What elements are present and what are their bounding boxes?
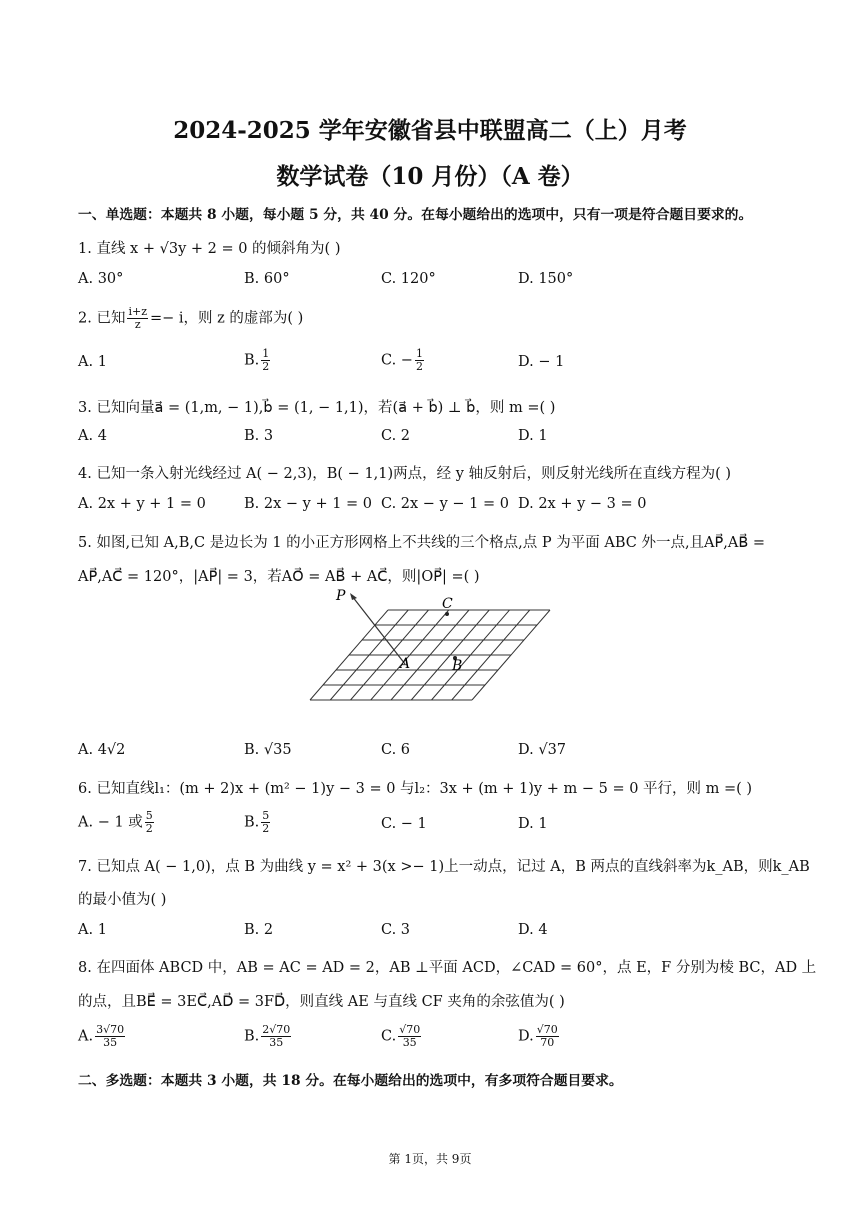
point-c: [445, 612, 449, 616]
q5-option-a: A. 4√2: [78, 742, 126, 758]
q2-option-b-num: 1: [262, 347, 270, 360]
q7-option-b: B. 2: [244, 922, 274, 938]
label-c: C: [442, 596, 453, 612]
q8-option-b-prefix: B.: [244, 1028, 260, 1045]
label-p: P: [336, 588, 346, 604]
q8-option-c-den: 35: [402, 1036, 417, 1049]
q4-option-d: D. 2x + y − 3 = 0: [518, 496, 647, 512]
q7-option-c: C. 3: [381, 922, 411, 938]
section2-heading: 二、多选题：本题共 3 小题，共 18 分。在每小题给出的选项中，有多项符合题目要求。: [78, 1073, 623, 1089]
q2-option-b-frac: [261, 348, 270, 373]
q1-option-b: B. 60°: [244, 271, 290, 287]
q8-option-b-num: 2√70: [262, 1023, 291, 1036]
label-b: B: [452, 658, 463, 674]
q6-option-b-den: 2: [262, 822, 270, 835]
q8-option-c-frac: [398, 1024, 421, 1049]
q8-stem-line1: 8. 在四面体 ABCD 中，AB = AC = AD = 2，AB ⊥平面 ACD，∠CAD = 60°，点 E，F 分别为棱 BC，AD 上: [78, 960, 817, 976]
q1-option-d: D. 150°: [518, 271, 574, 287]
q2-option-b-den: 2: [262, 360, 270, 373]
q8-stem-line2: 的点，且BE⃗ = 3EC⃗,AD⃗ = 3FD⃗，则直线 AE 与直线 CF 夹角的余弦值为( ): [78, 994, 565, 1010]
ap-arrow-line: [352, 596, 405, 664]
q8-option-a-frac: [95, 1024, 125, 1049]
q6-option-a-prefix: A. − 1 或: [78, 814, 143, 831]
q5-stem-line2: AP⃗,AC⃗ = 120°，|AP⃗| = 3，若AO⃗ = AB⃗ + AC⃗，则|OP⃗| =( ): [78, 569, 480, 585]
q2-frac-den: z: [134, 318, 141, 331]
q2-option-c-prefix: C. −: [381, 352, 413, 369]
ap-arrowhead: [350, 593, 357, 600]
q8-option-b: [244, 1024, 293, 1049]
q6-option-b-num: 5: [262, 809, 270, 822]
q2-option-c-num: 1: [415, 347, 423, 360]
q8-option-a: [78, 1024, 127, 1049]
q6-option-b-prefix: B.: [244, 814, 260, 831]
q5-stem-line1: 5. 如图,已知 A,B,C 是边长为 1 的小正方形网格上不共线的三个格点,点 P 为平面 ABC 外一点,且AP⃗,AB⃗ =: [78, 535, 766, 551]
q2-option-d: D. − 1: [518, 354, 565, 370]
q8-option-d-den: 70: [540, 1036, 555, 1049]
q3-option-d: D. 1: [518, 428, 548, 444]
q2-fraction: [127, 306, 148, 331]
q1-option-c: C. 120°: [381, 271, 436, 287]
q4-option-b: B. 2x − y + 1 = 0: [244, 496, 373, 512]
q8-option-c: [381, 1024, 423, 1049]
q1-option-a: A. 30°: [78, 271, 124, 287]
q8-option-a-prefix: A.: [78, 1028, 94, 1045]
q8-option-d-prefix: D.: [518, 1028, 534, 1045]
q3-option-c: C. 2: [381, 428, 411, 444]
q8-option-d: [518, 1024, 561, 1049]
q2-frac-num: i+z: [128, 305, 147, 318]
q8-option-a-den: 35: [103, 1036, 118, 1049]
q2-option-c: [381, 348, 426, 373]
q5-option-c: C. 6: [381, 742, 411, 758]
q7-stem-line1: 7. 已知点 A( − 1,0)，点 B 为曲线 y = x² + 3(x >− 1)上一动点，记过 A，B 两点的直线斜率为k_AB，则k_AB: [78, 859, 810, 875]
q8-option-b-den: 35: [269, 1036, 284, 1049]
q2-option-c-den: 2: [415, 360, 423, 373]
q6-option-a: [78, 810, 156, 835]
q6-option-b: [244, 810, 272, 835]
section1-heading: 一、单选题：本题共 8 小题，每小题 5 分，共 40 分。在每小题给出的选项中，只有一项是符合题目要求的。: [78, 207, 753, 223]
q5-grid-svg: [300, 588, 560, 706]
q8-option-b-frac: [261, 1024, 291, 1049]
q7-option-d: D. 4: [518, 922, 548, 938]
q6-stem: 6. 已知直线l₁：(m + 2)x + (m² − 1)y − 3 = 0 与l₂：3x + (m + 1)y + m − 5 = 0 平行，则 m =( ): [78, 781, 753, 797]
q6-option-a-num: 5: [145, 809, 153, 822]
exam-title-line1: 2024-2025 学年安徽省县中联盟高二（上）月考: [173, 117, 687, 144]
q3-option-b: B. 3: [244, 428, 274, 444]
q2-prefix: 2. 已知: [78, 310, 126, 327]
q3-stem: 3. 已知向量a⃗ = (1,m, − 1),b⃗ = (1, − 1,1)，若(a⃗ + b⃗) ⊥ b⃗，则 m =( ): [78, 400, 556, 416]
q4-option-a: A. 2x + y + 1 = 0: [78, 496, 206, 512]
q5-grid-figure: [300, 588, 560, 706]
q2-option-a: A. 1: [78, 354, 107, 370]
q5-option-b: B. √35: [244, 742, 292, 758]
label-a: A: [400, 656, 411, 672]
q5-option-d: D. √37: [518, 742, 567, 758]
q8-option-d-frac: [536, 1024, 559, 1049]
q6-option-b-frac: [261, 810, 270, 835]
q4-stem: 4. 已知一条入射光线经过 A( − 2,3)，B( − 1,1)两点，经 y 轴反射后，则反射光线所在直线方程为( ): [78, 466, 731, 482]
q8-option-c-num: √70: [399, 1023, 421, 1036]
q4-option-c: C. 2x − y − 1 = 0: [381, 496, 509, 512]
q2-option-c-frac: [415, 348, 424, 373]
exam-title-line2: 数学试卷（10 月份）（A 卷）: [276, 163, 584, 190]
q7-option-a: A. 1: [78, 922, 107, 938]
q6-option-a-frac: [145, 810, 154, 835]
q2-stem: [78, 306, 303, 331]
q6-option-d: D. 1: [518, 816, 548, 832]
q1-stem: 1. 直线 x + √3y + 2 = 0 的倾斜角为( ): [78, 241, 341, 257]
q3-option-a: A. 4: [78, 428, 107, 444]
q7-stem-line2: 的最小值为( ): [78, 892, 167, 908]
q6-option-c: C. − 1: [381, 816, 427, 832]
q6-option-a-den: 2: [145, 822, 153, 835]
q2-option-b-prefix: B.: [244, 352, 260, 369]
q2-suffix: =− i，则 z 的虚部为( ): [149, 310, 304, 327]
q8-option-a-num: 3√70: [96, 1023, 125, 1036]
q2-option-b: [244, 348, 272, 373]
q8-option-c-prefix: C.: [381, 1028, 397, 1045]
page-footer: 第 1页，共 9页: [388, 1152, 472, 1166]
q8-option-d-num: √70: [536, 1023, 558, 1036]
